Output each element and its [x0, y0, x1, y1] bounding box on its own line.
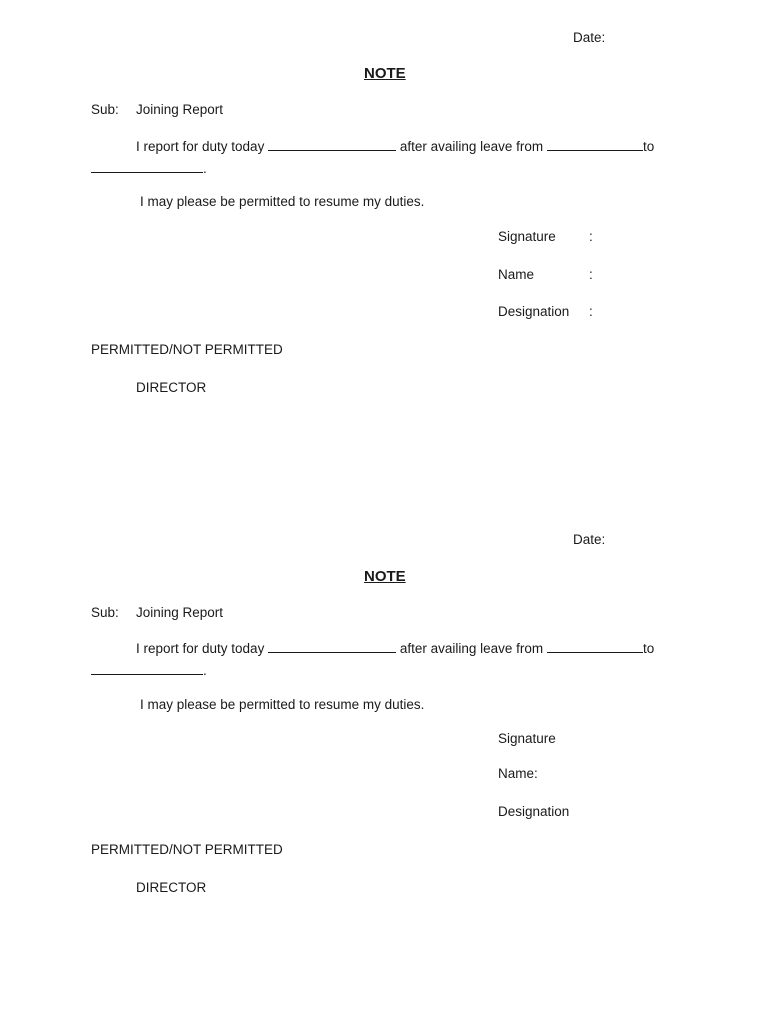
designation-label: Designation: [498, 804, 570, 819]
report-text-part2: after availing leave from: [399, 139, 544, 154]
signature-label: Signature: [498, 731, 556, 746]
signature-label: Signature: [498, 229, 556, 244]
subject-label: Sub:: [91, 605, 119, 620]
report-text-part3: to: [642, 139, 655, 154]
permission-text: PERMITTED/NOT PERMITTED: [91, 342, 283, 357]
leave-to-blank[interactable]: [91, 160, 203, 173]
report-line-continued: [91, 662, 207, 678]
duty-date-blank[interactable]: [268, 640, 396, 653]
request-text: I may please be permitted to resume my duties.: [140, 697, 425, 712]
report-text-part2: after availing leave from: [399, 641, 544, 656]
note-title: NOTE: [364, 568, 406, 585]
duty-date-blank[interactable]: [268, 138, 396, 151]
designation-label: Designation: [498, 304, 570, 319]
report-text-part1: I report for duty today: [136, 139, 265, 154]
subject-text: Joining Report: [136, 102, 224, 117]
subject-text: Joining Report: [136, 605, 224, 620]
date-label: Date:: [573, 30, 606, 45]
name-label: Name:: [498, 766, 538, 781]
subject-label: Sub:: [91, 102, 119, 117]
report-text-part3: to: [642, 641, 655, 656]
director-label: DIRECTOR: [136, 880, 207, 895]
director-label: DIRECTOR: [136, 380, 207, 395]
report-text-part1: I report for duty today: [136, 641, 265, 656]
leave-to-blank[interactable]: [91, 662, 203, 675]
report-line: [136, 640, 654, 656]
permission-text: PERMITTED/NOT PERMITTED: [91, 842, 283, 857]
leave-from-blank[interactable]: [547, 138, 643, 151]
report-line-end: .: [203, 663, 207, 678]
designation-colon: :: [589, 304, 593, 319]
signature-colon: :: [589, 229, 593, 244]
report-line-continued: [91, 160, 207, 176]
request-text: I may please be permitted to resume my duties.: [140, 194, 425, 209]
name-colon: :: [589, 267, 593, 282]
report-line-end: .: [203, 161, 207, 176]
name-label: Name: [498, 267, 535, 282]
report-line: [136, 138, 654, 154]
note-title: NOTE: [364, 65, 406, 82]
date-label: Date:: [573, 532, 606, 547]
leave-from-blank[interactable]: [547, 640, 643, 653]
